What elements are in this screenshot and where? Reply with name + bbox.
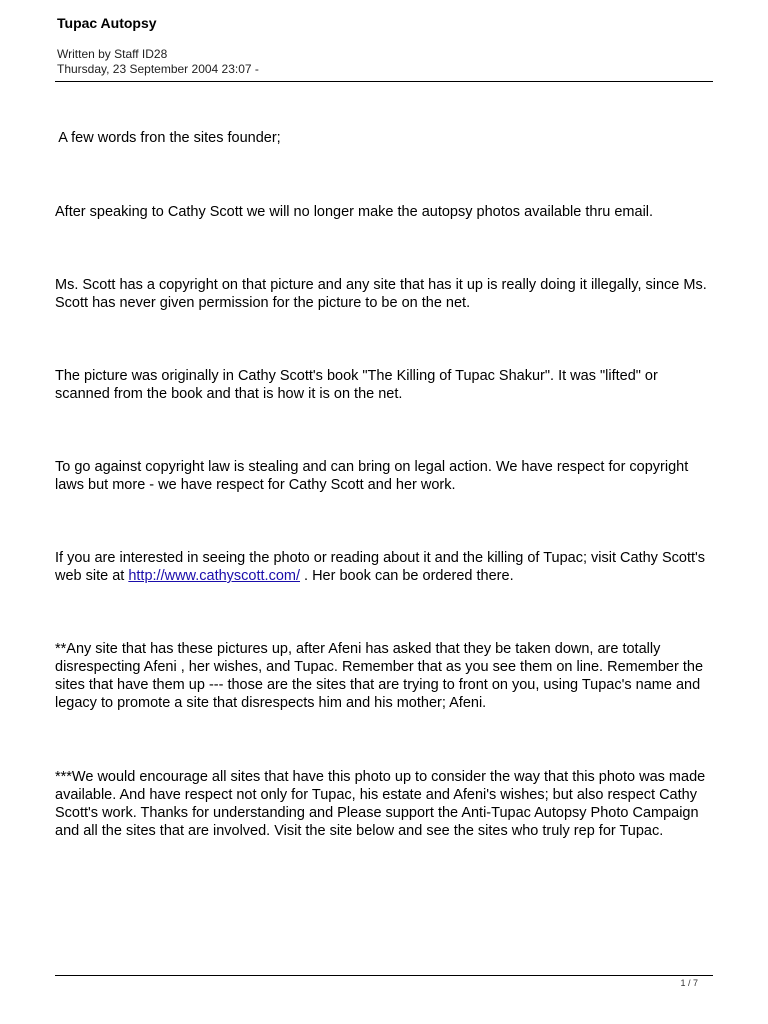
footer-divider: [55, 975, 713, 976]
paragraph-afeni: **Any site that has these pictures up, after Afeni has asked that they be taken down, are totally disrespecting Afeni , her wishes, and Tupac. Remember that as you see them on line. Remember the sites that have them up --- those are the sites that are trying to front on you, using Tupac's name and legacy to promote a site that disrespects him and his mother; Afeni.: [55, 641, 704, 711]
publish-date: Thursday, 23 September 2004 23:07 -: [57, 62, 259, 76]
paragraph-website: [55, 549, 715, 585]
byline: Written by Staff ID28: [57, 47, 168, 61]
paragraph-email: After speaking to Cathy Scott we will no longer make the autopsy photos available thru email.: [55, 204, 654, 220]
paragraph-campaign: ***We would encourage all sites that have this photo up to consider the way that this photo was made available. And have respect not only for Tupac, his estate and Afeni's wishes; but also respect Cathy Scott's work. Thanks for understanding and Please support the Anti-Tupac Autopsy Photo Campaign and all the sites that are involved. Visit the site below and see the sites who truly rep for Tupac.: [55, 769, 706, 839]
page-title: Tupac Autopsy: [57, 15, 157, 31]
paragraph-intro: A few words fron the sites founder;: [55, 130, 281, 146]
page-number: 1 / 7: [680, 978, 698, 988]
website-text-after: . Her book can be ordered there.: [300, 568, 514, 584]
paragraph-origin: The picture was originally in Cathy Scott's book "The Killing of Tupac Shakur". It was "lifted" or scanned from the book and that is how it is on the net.: [55, 368, 658, 402]
paragraph-copyright: Ms. Scott has a copyright on that picture and any site that has it up is really doing it illegally, since Ms. Scott has never given permission for the picture to be on the net.: [55, 277, 707, 311]
website-text-before: If you are interested in seeing the photo or reading about it and the killing of Tupac; visit Cathy Scott's web site at: [55, 550, 706, 584]
cathyscott-link[interactable]: http://www.cathyscott.com/: [128, 568, 300, 584]
paragraph-law: To go against copyright law is stealing and can bring on legal action. We have respect for copyright laws but more - we have respect for Cathy Scott and her work.: [55, 459, 689, 493]
header-divider: [55, 81, 713, 82]
